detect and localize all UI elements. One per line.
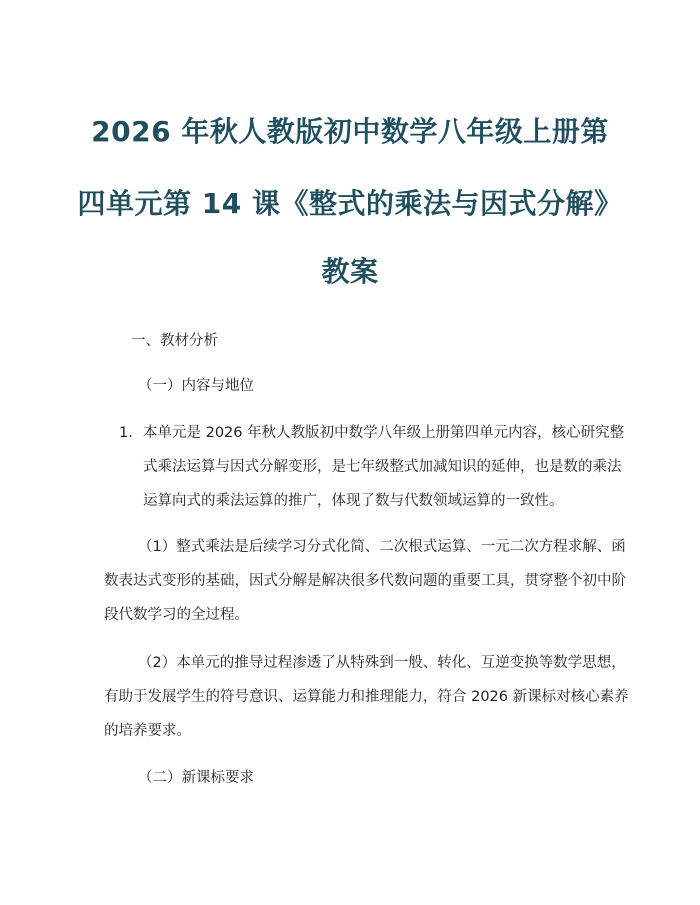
list-item-line: 式乘法运算与因式分解变形，是七年级整式加减知识的延伸，也是数的乘法 [143,459,622,475]
paragraph-line: 数表达式变形的基础，因式分解是解决很多代数问题的重要工具，贯穿整个初中阶 [104,573,626,589]
subsection-heading-curriculum-requirements: （二）新课标要求 [138,770,254,786]
subsection-heading-content-position: （一）内容与地位 [138,378,254,394]
paragraph-line: 有助于发展学生的符号意识、运算能力和推理能力，符合 2026 新课标对核心素养 [104,689,629,705]
document-title-line-3: 教案 [321,255,379,288]
document-title-line-2: 四单元第 14 课《整式的乘法与因式分解》 [77,187,623,220]
list-item-line: 本单元是 2026 年秋人教版初中数学八年级上册第四单元内容，核心研究整 [143,425,625,441]
section-heading-textbook-analysis: 一、教材分析 [131,333,218,349]
paragraph-line: （2）本单元的推导过程渗透了从特殊到一般、转化、互逆变换等数学思想， [138,655,626,671]
paragraph-line: 的培养要求。 [104,723,191,739]
paragraph-line: （1）整式乘法是后续学习分式化简、二次根式运算、一元二次方程求解、函 [138,539,626,555]
paragraph-line: 段代数学习的全过程。 [104,607,249,623]
list-item-number: 1. [119,425,133,441]
document-title-line-1: 2026 年秋人教版初中数学八年级上册第 [91,115,609,148]
list-item-line: 运算向式的乘法运算的推广，体现了数与代数领域运算的一致性。 [143,493,564,509]
